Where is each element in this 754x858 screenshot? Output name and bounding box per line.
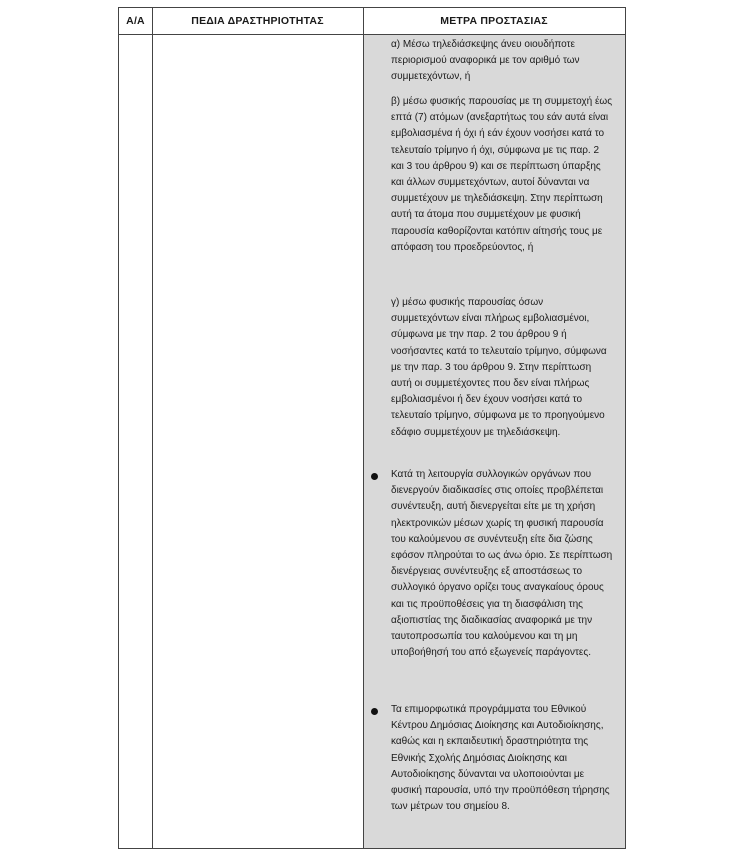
measure-item-c: γ) μέσω φυσικής παρουσίας όσων συμμετεχόντων είναι πλήρως εμβολιασμένοι, σύμφωνα με την παρ. 2 του άρθρου 9 ή νοσήσαντες κατά το τελευταίο τρίμηνο, σύμφωνα με την παρ. 3 του άρθρου 9. Στην περίπτωση αυτή οι συμμετέχοντες που δεν είναι πλήρως εμβολιασμένοι ή δεν έχουν νοσήσει κατά το τελευταίο τρίμηνο, σύμφωνα με το προηγούμενο εδάφιο συμμετέχουν με τηλεδιάσκεψη.: [391, 297, 607, 438]
header-aa: Α/Α: [126, 15, 145, 27]
measure-bullet-interviews: Κατά τη λειτουργία συλλογικών οργάνων που διενεργούν διαδικασίες στις οποίες προβλέπεται συνέντευξη, αυτή διενεργείται είτε με τη χρήση ηλεκτρονικών μέσων χωρίς τη φυσική παρουσία του καλούμενου σε συνέντευξη είτε δια ζώσης εφόσον πληρούται το ως άνω όριο. Σε περίπτωση διενέργειας συνέντευξης εξ αποστάσεως το συλλογικό όργανο ορίζει τους αναγκαίους όρους και τις προϋποθέσεις για τη διασφάλιση της αξιοπιστίας της διαδικασίας αναφορικά με την ταυτοπροσωπία του καλούμενου και τη μη υποβοήθησή του από εξωγενείς παράγοντες.: [391, 469, 613, 659]
bullet-dot-icon: [371, 708, 378, 715]
column-divider-1: [152, 8, 153, 848]
measure-item-a: α) Μέσω τηλεδιάσκεψης άνευ οιουδήποτε περιορισμού αναφορικά με τον αριθμό των συμμετεχόντων, ή: [391, 39, 580, 83]
measure-item-b: β) μέσω φυσικής παρουσίας με τη συμμετοχή έως επτά (7) ατόμων (ανεξαρτήτως του εάν αυτά είναι εμβολιασμένα ή όχι ή εάν έχουν νοσήσει κατά το τελευταίο τρίμηνο ή όχι, σύμφωνα με τις παρ. 2 και 3 του άρθρου 9) και σε περίπτωση ύπαρξης και άλλων συμμετεχόντων, αυτοί δύνανται να συμμετέχουν με τηλεδιάσκεψη. Στην περίπτωση αυτή τα άτομα που συμμετέχουν με φυσική παρουσία καθορίζονται κατόπιν αίτησής τους με απόφαση του προεδρεύοντος, ή: [391, 96, 613, 253]
table-header-row: [119, 8, 625, 35]
measures-table: [118, 7, 626, 849]
measure-bullet-training: Τα επιμορφωτικά προγράμματα του Εθνικού Κέντρου Δημόσιας Διοίκησης και Αυτοδιοίκησης, καθώς και η εκπαιδευτική δραστηριότητα της Εθνικής Σχολής Δημόσιας Διοίκησης και Αυτοδιοίκησης δύνανται να υλοποιούνται με φυσική παρουσία, υπό την προϋπόθεση τήρησης των μέτρων του σημείου 8.: [391, 704, 610, 813]
measures-cell: [364, 35, 625, 848]
header-protection-measures: ΜΕΤΡΑ ΠΡΟΣΤΑΣΙΑΣ: [440, 15, 548, 27]
header-activity-fields: ΠΕΔΙΑ ΔΡΑΣΤΗΡΙΟΤΗΤΑΣ: [191, 15, 324, 27]
bullet-dot-icon: [371, 473, 378, 480]
